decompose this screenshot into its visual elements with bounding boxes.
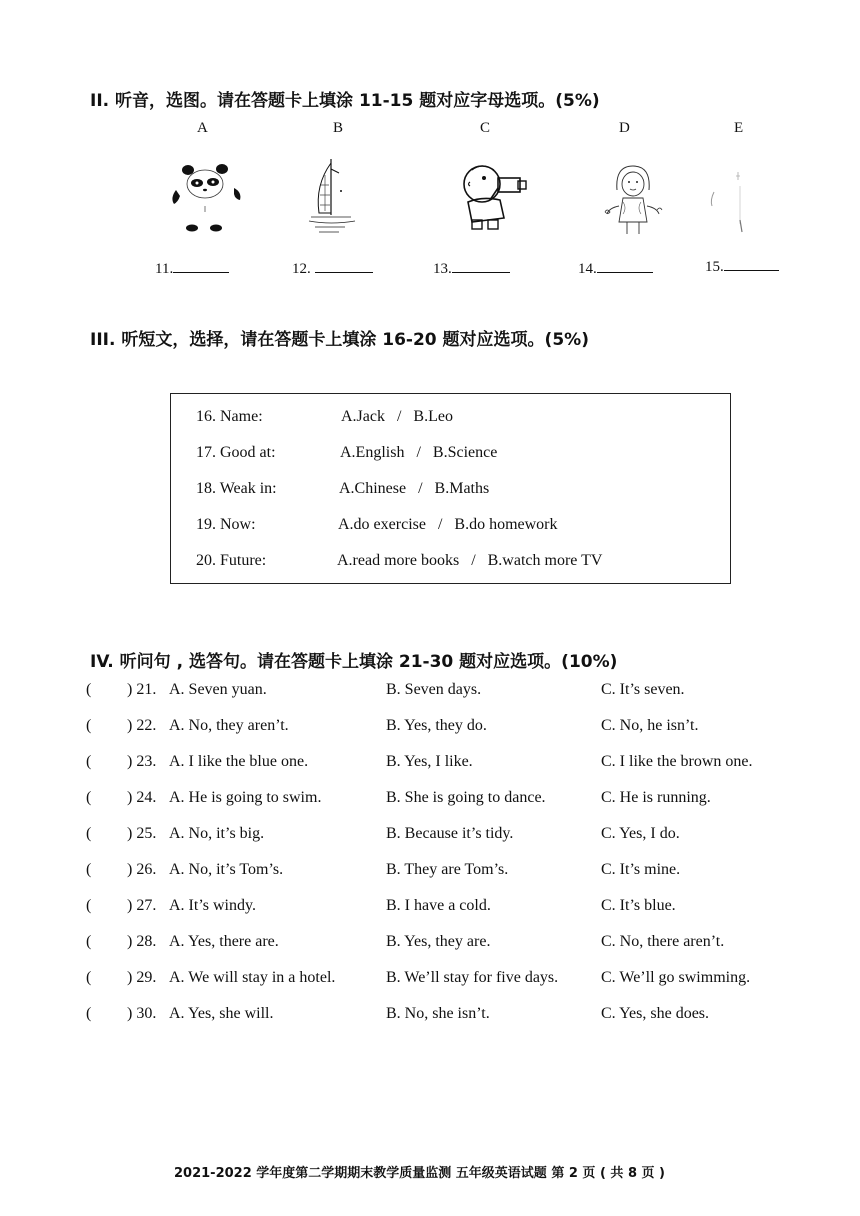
answer-line <box>452 258 510 273</box>
blank-15[interactable] <box>705 256 779 276</box>
option-c: C. No, there aren’t. <box>601 933 725 950</box>
blank-12[interactable] <box>292 258 373 278</box>
faint-sketch-picture <box>700 162 760 238</box>
boy-with-camera-picture <box>454 160 530 236</box>
answer-line <box>315 258 373 273</box>
row-options-20: A.read more books / B.watch more TV <box>337 552 603 569</box>
option-c: C. It’s blue. <box>601 897 676 914</box>
section-4-heading: IV. 听问句 , 选答句。请在答题卡上填涂 21-30 题对应选项。(10%) <box>90 652 618 672</box>
option-a: A. No, it’s big. <box>169 825 265 842</box>
option-a: A. He is going to swim. <box>169 789 322 806</box>
blank-number: 13. <box>433 261 452 277</box>
option-letter-a: A <box>197 120 208 136</box>
answer-line <box>597 258 653 273</box>
option-a: A. Yes, there are. <box>169 933 279 950</box>
blank-14[interactable] <box>578 258 653 278</box>
question-number: ) 22. <box>127 717 157 734</box>
option-c: C. It’s mine. <box>601 861 681 878</box>
answer-paren[interactable]: ( <box>86 717 92 734</box>
answer-line <box>173 258 229 273</box>
option-letter-c: C <box>480 120 491 136</box>
row-label-17: 17. Good at: <box>196 444 276 461</box>
option-a: A. No, it’s Tom’s. <box>169 861 284 878</box>
row-label-19: 19. Now: <box>196 516 256 533</box>
answer-paren[interactable]: ( <box>86 1005 92 1022</box>
section-3-heading: III. 听短文，选择，请在答题卡上填涂 16-20 题对应选项。(5%) <box>90 330 589 350</box>
answer-paren[interactable]: ( <box>86 861 92 878</box>
option-a: A. I like the blue one. <box>169 753 309 770</box>
row-options-19: A.do exercise / B.do homework <box>338 516 558 533</box>
blank-13[interactable] <box>433 258 510 278</box>
option-letter-b: B <box>333 120 344 136</box>
row-options-16: A.Jack / B.Leo <box>341 408 453 425</box>
question-number: ) 21. <box>127 681 157 698</box>
question-number: ) 23. <box>127 753 157 770</box>
option-b: B. They are Tom’s. <box>386 861 509 878</box>
option-c: C. I like the brown one. <box>601 753 753 770</box>
question-number: ) 28. <box>127 933 157 950</box>
question-number: ) 25. <box>127 825 157 842</box>
option-b: B. Seven days. <box>386 681 482 698</box>
option-a: A. It’s windy. <box>169 897 256 914</box>
option-letter-e: E <box>734 120 744 136</box>
row-options-17: A.English / B.Science <box>340 444 498 461</box>
option-b: B. I have a cold. <box>386 897 491 914</box>
page-footer: 2021-2022 学年度第二学期期末教学质量监测 五年级英语试题 第 2 页 ( 共 8 页 ) <box>174 1166 665 1181</box>
answer-paren[interactable]: ( <box>86 681 92 698</box>
blank-number: 11. <box>155 261 174 277</box>
option-c: C. We’ll go swimming. <box>601 969 751 986</box>
question-number: ) 26. <box>127 861 157 878</box>
answer-paren[interactable]: ( <box>86 789 92 806</box>
option-c: C. Yes, she does. <box>601 1005 710 1022</box>
option-a: A. Yes, she will. <box>169 1005 274 1022</box>
answer-line <box>724 256 779 271</box>
option-b: B. She is going to dance. <box>386 789 546 806</box>
option-b: B. Because it’s tidy. <box>386 825 514 842</box>
panda-picture <box>168 160 244 236</box>
option-b: B. Yes, they do. <box>386 717 487 734</box>
row-options-18: A.Chinese / B.Maths <box>339 480 490 497</box>
row-label-16: 16. Name: <box>196 408 263 425</box>
option-a: A. No, they aren’t. <box>169 717 289 734</box>
question-number: ) 27. <box>127 897 157 914</box>
answer-paren[interactable]: ( <box>86 969 92 986</box>
option-c: C. No, he isn’t. <box>601 717 699 734</box>
question-number: ) 30. <box>127 1005 157 1022</box>
question-number: ) 29. <box>127 969 157 986</box>
option-letter-d: D <box>619 120 630 136</box>
blank-number: 15. <box>705 259 724 275</box>
section-2-heading: II. 听音，选图。请在答题卡上填涂 11-15 题对应字母选项。(5%) <box>90 91 600 111</box>
listening-options-box <box>170 393 731 584</box>
row-label-20: 20. Future: <box>196 552 267 569</box>
answer-paren[interactable]: ( <box>86 933 92 950</box>
sail-hotel-picture <box>305 155 361 237</box>
option-b: B. We’ll stay for five days. <box>386 969 559 986</box>
option-b: B. No, she isn’t. <box>386 1005 490 1022</box>
option-b: B. Yes, they are. <box>386 933 491 950</box>
option-c: C. He is running. <box>601 789 711 806</box>
row-label-18: 18. Weak in: <box>196 480 277 497</box>
answer-paren[interactable]: ( <box>86 825 92 842</box>
option-c: C. It’s seven. <box>601 681 685 698</box>
option-a: A. We will stay in a hotel. <box>169 969 336 986</box>
answer-paren[interactable]: ( <box>86 753 92 770</box>
answer-paren[interactable]: ( <box>86 897 92 914</box>
blank-number: 14. <box>578 261 597 277</box>
blank-number: 12. <box>292 261 311 277</box>
blank-11[interactable] <box>155 258 229 278</box>
option-c: C. Yes, I do. <box>601 825 680 842</box>
question-number: ) 24. <box>127 789 157 806</box>
option-b: B. Yes, I like. <box>386 753 473 770</box>
option-a: A. Seven yuan. <box>169 681 267 698</box>
girl-picture <box>597 162 669 238</box>
